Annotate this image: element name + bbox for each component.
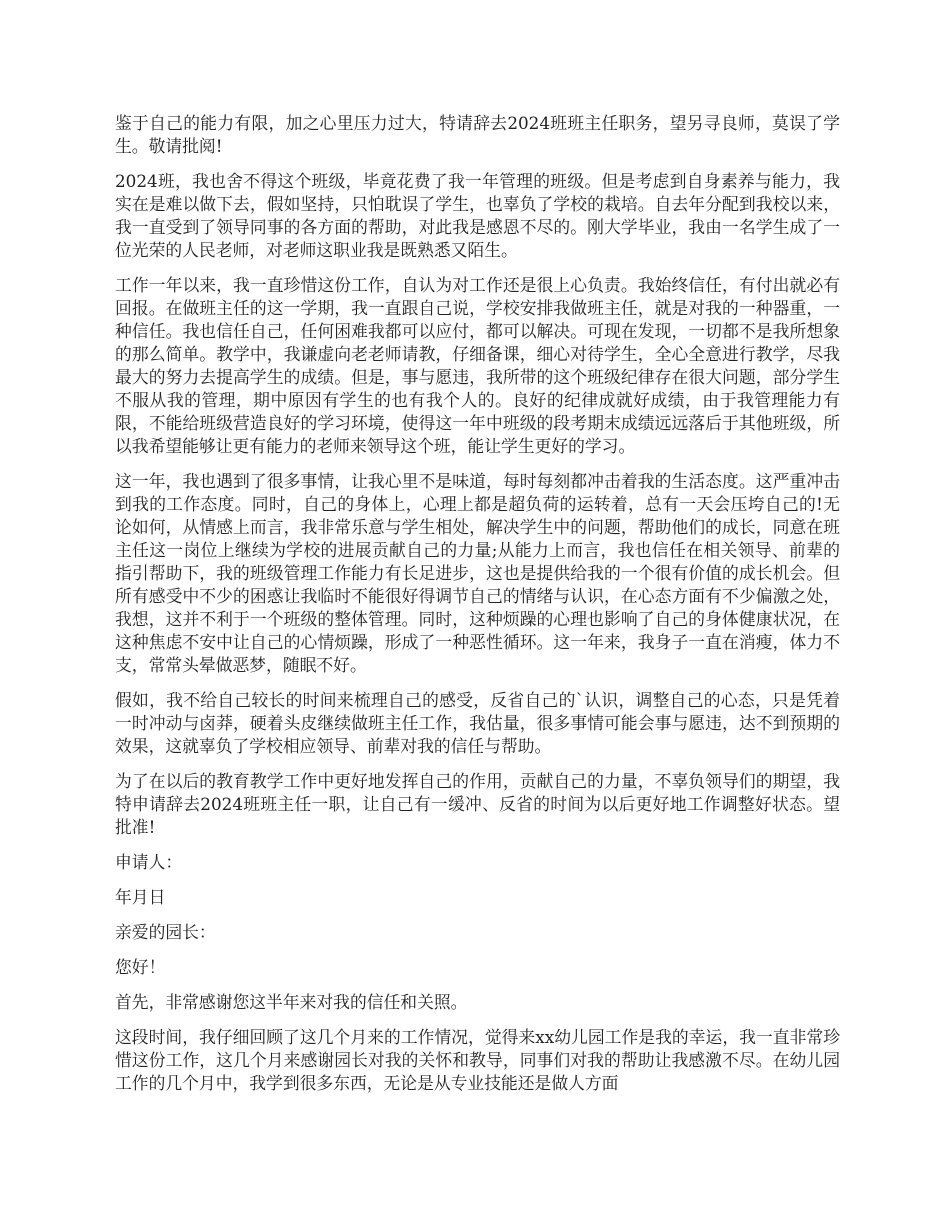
paragraph-resignation-intro: 鉴于自己的能力有限，加之心里压力过大，特请辞去2024班班主任职务，望另寻良师，莫误了学生。敬请批阅! bbox=[115, 113, 840, 156]
greeting: 您好！ bbox=[115, 957, 166, 977]
paragraph-kindergarten-review: 这段时间，我仔细回顾了这几个月来的工作情况，觉得来xx幼儿园工作是我的幸运，我一直非常珍惜这份工作，这几个月来感谢园长对我的关怀和教导，同事们对我的帮助让我感激不尽。在幼儿园工作的几个月中，我学到很多东西，无论是从专业技能还是做人方面 bbox=[115, 1027, 840, 1093]
salutation: 亲爱的园长： bbox=[115, 922, 216, 942]
paragraph-self-review: 假如，我不给自己较长的时间来梳理自己的感受，反省自己的`认识，调整自己的心态，只是凭着一时冲动与卤莽，硬着头皮继续做班主任工作，我估量，很多事情可能会事与愿违，达不到预期的效果，这就辜负了学校相应领导、前辈对我的信任与帮助。 bbox=[115, 690, 840, 756]
date-line: 年月日 bbox=[115, 887, 166, 907]
document-body bbox=[115, 112, 840, 1107]
paragraph-year-difficulties: 这一年，我也遇到了很多事情，让我心里不是味道，每时每刻都冲击着我的生活态度。这严重冲击到我的工作态度。同时，自己的身体上，心理上都是超负荷的运转着，总有一天会压垮自己的!无论如何，从情感上而言，我非常乐意与学生相处，解决学生中的问题，帮助他们的成长，同意在班主任这一岗位上继续为学校的进展贡献自己的力量;从能力上而言，我也信任在相关领导、前辈的指引帮助下，我的班级管理工作能力有长足进步，这也是提供给我的一个很有价值的成长机会。但所有感受中不少的困惑让我临时不能很好得调节自己的情绪与认识，在心态方面有不少偏激之处，我想，这并不利于一个班级的整体管理。同时，这种烦躁的心理也影响了自己的身体健康状况，在这种焦虑不安中让自己的心情烦躁，形成了一种恶性循环。这一年来，我身子一直在消瘦，体力不支，常常头晕做恶梦，随眠不好。 bbox=[115, 471, 840, 675]
paragraph-class-reluctance: 2024班，我也舍不得这个班级，毕竟花费了我一年管理的班级。但是考虑到自身素养与能力，我实在是难以做下去，假如坚持，只怕耽误了学生，也辜负了学校的栽培。自去年分配到我校以来，我一直受到了领导同事的各方面的帮助，对此我是感恩不尽的。刚大学毕业，我由一名学生成了一位光荣的人民老师，对老师这职业我是既熟悉又陌生。 bbox=[115, 171, 840, 260]
paragraph-work-reflection: 工作一年以来，我一直珍惜这份工作，自认为对工作还是很上心负责。我始终信任，有付出就必有回报。在做班主任的这一学期，我一直跟自己说，学校安排我做班主任，就是对我的一种器重，一种信任。我也信任自己，任何困难我都可以应付，都可以解决。可现在发现，一切都不是我所想象的那么简单。教学中，我谦虚向老老师请教，仔细备课，细心对待学生，全心全意进行教学，尽我最大的努力去提高学生的成绩。但是，事与愿违，我所带的这个班级纪律存在很大问题，部分学生不服从我的管理，期中原因有学生的也有我个人的。良好的纪律成就好成绩，由于我管理能力有限，不能给班级营造良好的学习环境，使得这一年中班级的段考期末成绩远远落后于其他班级，所以我希望能够让更有能力的老师来领导这个班，能让学生更好的学习。 bbox=[115, 275, 840, 456]
applicant-label: 申请人： bbox=[115, 852, 183, 872]
paragraph-thanks: 首先，非常感谢您这半年来对我的信任和关照。 bbox=[115, 992, 468, 1012]
paragraph-request: 为了在以后的教育教学工作中更好地发挥自己的作用，贡献自己的力量，不辜负领导们的期望，我特申请辞去2024班班主任一职，让自己有一缓冲、反省的时间为以后更好地工作调整好状态。望批准! bbox=[115, 771, 840, 837]
